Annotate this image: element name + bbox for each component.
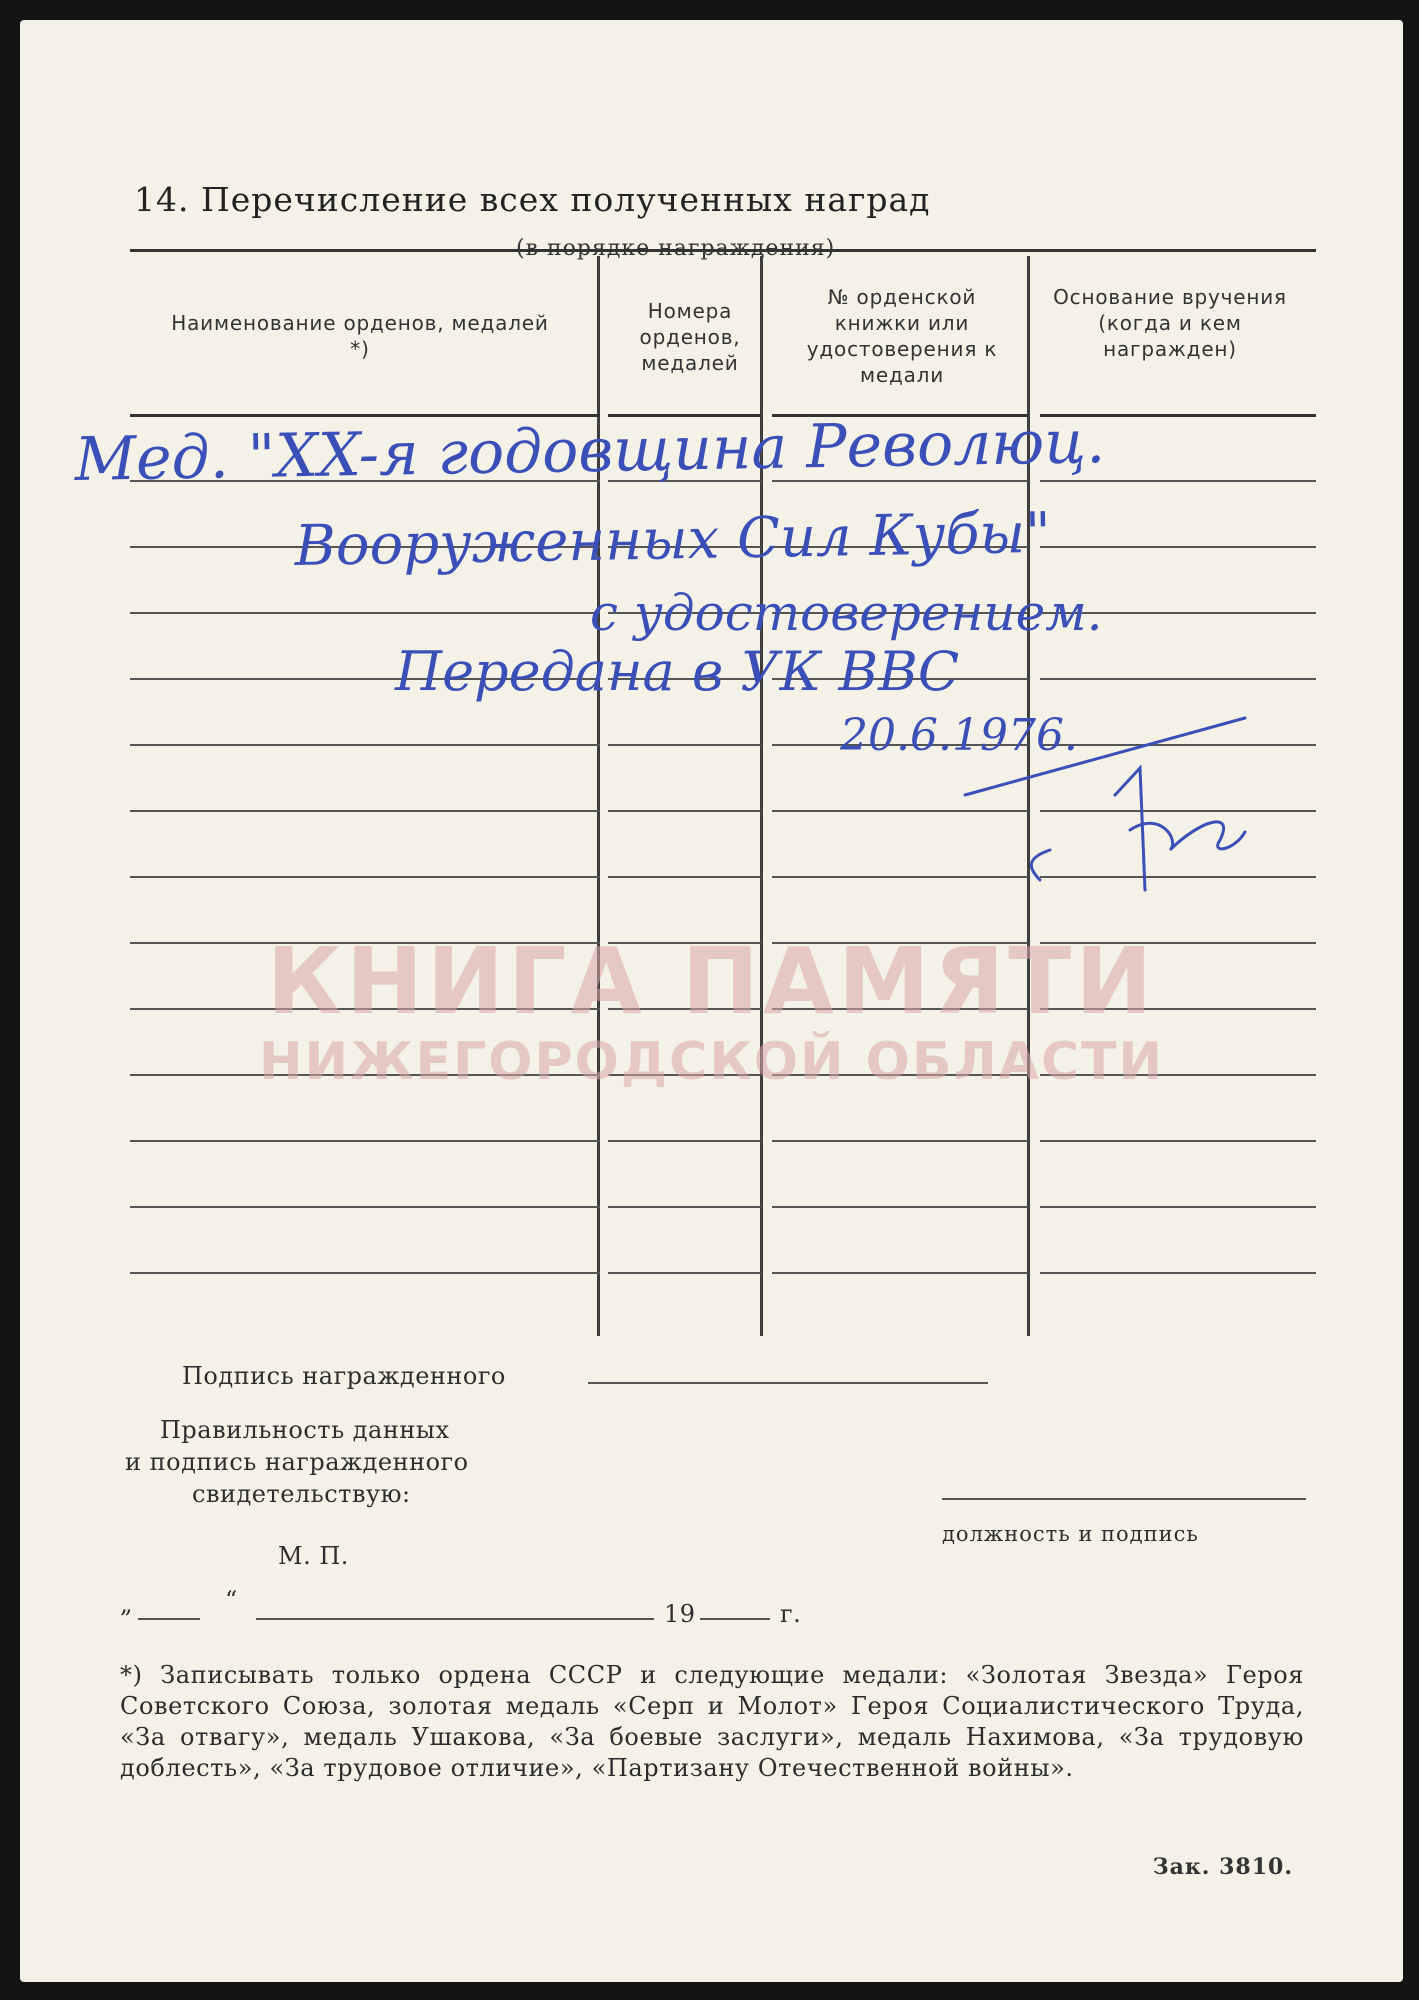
handwritten-line-1: Мед. "XX-я годовщина Революц.	[74, 407, 1106, 495]
footnote: *) Записывать только ордена СССР и следующие медали: «Золотая Звезда» Героя Советского Союза, золотая медаль «Серп и Молот» Героя Социалистического Труда, «За отвагу», медаль Ушакова, «За боевые заслуги», медаль Нахимова, «За трудовую доблесть», «За трудовое отличие», «Партизану Отечественной войны».	[120, 1661, 1304, 1782]
certify-line-3: свидетельствую:	[192, 1480, 411, 1508]
award-card-page	[20, 20, 1403, 1982]
date-year-suffix: г.	[780, 1600, 802, 1628]
table-row-rule	[1040, 1206, 1316, 1208]
table-row-rule	[608, 1206, 761, 1208]
table-row-rule	[608, 1140, 761, 1142]
date-mid-quote: “	[225, 1586, 238, 1614]
section-title: 14. Перечисление всех полученных наград	[134, 180, 931, 219]
date-year-prefix: 19	[664, 1600, 696, 1628]
table-row-rule	[608, 1272, 761, 1274]
date-year-line	[700, 1618, 770, 1620]
table-row-rule	[772, 1206, 1028, 1208]
date-day-line	[138, 1618, 200, 1620]
handwritten-entry	[20, 20, 1403, 920]
order-number: Зак. 3810.	[1152, 1854, 1293, 1880]
handwritten-line-3: с удостоверением.	[590, 584, 1103, 642]
position-signature-label: должность и подпись	[942, 1522, 1199, 1546]
table-row-rule	[772, 1272, 1028, 1274]
table-row-rule	[130, 1206, 600, 1208]
certify-line-2: и подпись награжденного	[125, 1448, 469, 1476]
handwritten-line-5: 20.6.1976.	[840, 710, 1078, 761]
awardee-signature-label: Подпись награжденного	[182, 1362, 506, 1390]
watermark-subtitle: НИЖЕГОРОДСКОЙ ОБЛАСТИ	[258, 1032, 1165, 1092]
signature-scribble	[1031, 768, 1245, 890]
watermark-title: КНИГА ПАМЯТИ	[266, 928, 1157, 1035]
awardee-signature-line	[588, 1382, 988, 1384]
table-row-rule	[1040, 1140, 1316, 1142]
handwritten-line-2: Вооруженных Сил Кубы"	[294, 500, 1052, 579]
position-signature-line	[942, 1498, 1306, 1500]
column-header-award-numbers: Номера орденов, медалей	[639, 299, 741, 375]
table-row-rule	[130, 1140, 600, 1142]
certify-line-1: Правильность данных	[160, 1416, 450, 1444]
table-row-rule	[130, 1272, 600, 1274]
stamp-place-label: М. П.	[278, 1542, 349, 1570]
date-open-quote: „	[120, 1590, 133, 1618]
column-header-grounds: Основание вручения (когда и кем награжден)	[1053, 285, 1287, 361]
table-row-rule	[772, 1140, 1028, 1142]
date-month-line	[256, 1618, 654, 1620]
column-header-award-name: Наименование орденов, медалей *)	[171, 311, 549, 361]
table-row-rule	[1040, 1272, 1316, 1274]
column-header-booklet-number: № орденской книжки или удостоверения к медали	[806, 285, 998, 387]
handwritten-line-4: Передана в УК ВВС	[395, 640, 960, 703]
